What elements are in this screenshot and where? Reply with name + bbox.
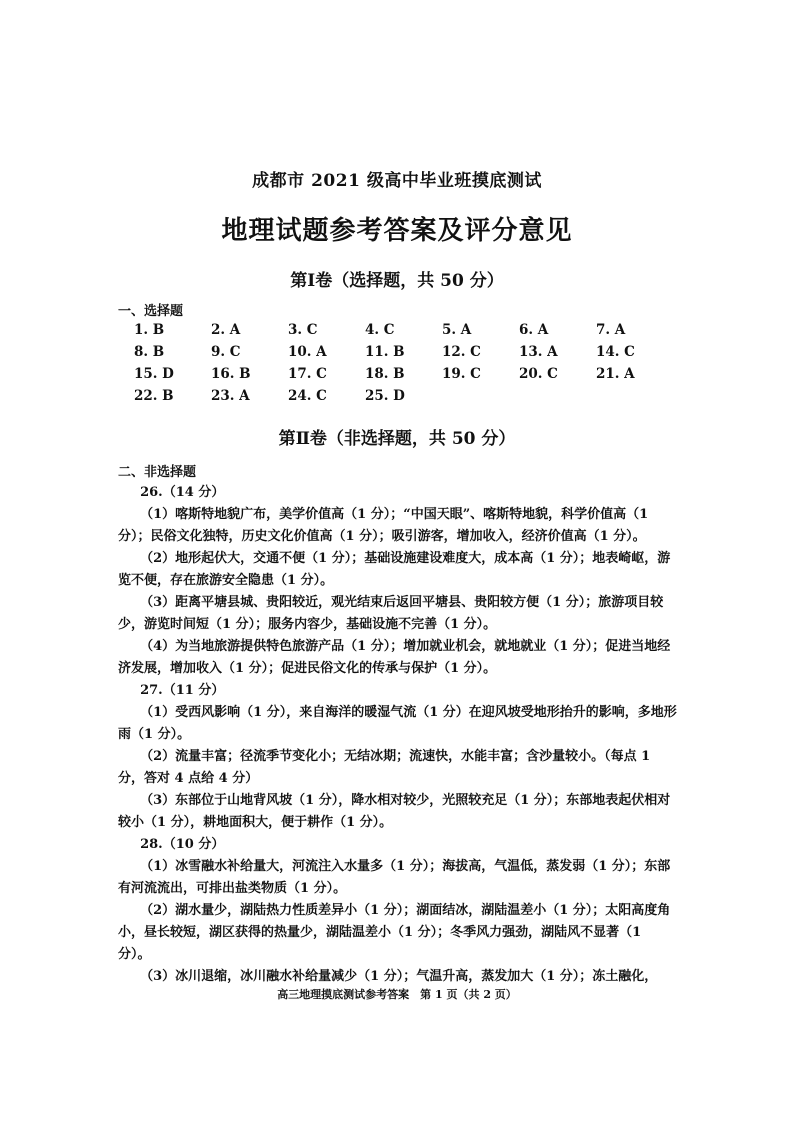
answer-paragraph: （2）地形起伏大，交通不便（1 分）；基础设施建设难度大，成本高（1 分）；地表崎岖，游览不便，存在旅游安全隐患（1 分）。 <box>118 551 671 588</box>
part1-heading: 第Ⅰ卷（选择题，共 50 分） <box>290 271 504 291</box>
answer-item: 18. B <box>365 366 405 382</box>
answer-item: 22. B <box>134 388 174 404</box>
answer-item: 11. B <box>365 344 405 360</box>
answer-item: 5. A <box>442 322 472 338</box>
answer-paragraph: （4）为当地旅游提供特色旅游产品（1 分）；增加就业机会，就地就业（1 分）；促进当地经济发展，增加收入（1 分）；促进民俗文化的传承与保护（1 分）。 <box>118 639 671 676</box>
answer-item: 24. C <box>288 388 327 404</box>
answer-item: 13. A <box>519 344 558 360</box>
question-heading: 26.（14 分） <box>140 485 225 500</box>
answer-row <box>134 388 674 410</box>
answer-item: 4. C <box>365 322 395 338</box>
answer-paragraph: （1）冰雪融水补给量大，河流注入水量多（1 分）；海拔高，气温低，蒸发弱（1 分）；东部有河流流出，可排出盐类物质（1 分）。 <box>118 859 671 896</box>
answer-item: 10. A <box>288 344 327 360</box>
answer-item: 1. B <box>134 322 165 338</box>
answer-item: 7. A <box>596 322 626 338</box>
page-title: 地理试题参考答案及评分意见 <box>221 216 573 246</box>
answer-item: 20. C <box>519 366 558 382</box>
section-label-choice: 一、选择题 <box>118 304 184 319</box>
answer-paragraph: （1）受西风影响（1 分），来自海洋的暖湿气流（1 分）在迎风坡受地形抬升的影响，多地形雨（1 分）。 <box>118 705 677 742</box>
answer-row <box>134 322 674 344</box>
section-label-nonchoice: 二、非选择题 <box>118 465 197 480</box>
answer-row <box>134 344 674 366</box>
page-footer: 高三地理摸底测试参考答案 第 1 页（共 2 页） <box>277 988 517 1001</box>
answer-body <box>118 482 678 988</box>
choice-answer-grid <box>134 322 674 410</box>
answer-item: 21. A <box>596 366 635 382</box>
answer-paragraph: （3）冰川退缩，冰川融水补给量减少（1 分）；气温升高，蒸发加大（1 分）；冻土融化， <box>140 969 658 984</box>
answer-item: 23. A <box>211 388 250 404</box>
question-heading: 27.（11 分） <box>140 683 225 698</box>
part2-heading: 第Ⅱ卷（非选择题，共 50 分） <box>278 429 516 449</box>
answer-item: 25. D <box>365 388 405 404</box>
answer-item: 17. C <box>288 366 327 382</box>
answer-paragraph: （3）东部位于山地背风坡（1 分），降水相对较少，光照较充足（1 分）；东部地表起伏相对较小（1 分），耕地面积大，便于耕作（1 分）。 <box>118 793 671 830</box>
answer-item: 9. C <box>211 344 241 360</box>
answer-item: 15. D <box>134 366 174 382</box>
answer-paragraph: （2）湖水量少，湖陆热力性质差异小（1 分）；湖面结冰，湖陆温差小（1 分）；太阳高度角小，昼长较短，湖区获得的热量少，湖陆温差小（1 分）；冬季风力强劲，湖陆风不显著（1 分）。 <box>118 903 671 962</box>
answer-item: 16. B <box>211 366 251 382</box>
answer-item: 2. A <box>211 322 241 338</box>
exam-subtitle: 成都市 2021 级高中毕业班摸底测试 <box>252 171 542 191</box>
answer-paragraph: （1）喀斯特地貌广布，美学价值高（1 分）；“中国天眼”、喀斯特地貌，科学价值高（1 分）；民俗文化独特，历史文化价值高（1 分）；吸引游客，增加收入，经济价值高（1 分）。 <box>118 507 649 544</box>
answer-item: 12. C <box>442 344 481 360</box>
question-heading: 28.（10 分） <box>140 837 225 852</box>
answer-item: 8. B <box>134 344 165 360</box>
answer-item: 3. C <box>288 322 318 338</box>
answer-paragraph: （2）流量丰富；径流季节变化小；无结冰期；流速快，水能丰富；含沙量较小。（每点 1 分，答对 4 点给 4 分） <box>118 749 651 786</box>
answer-item: 14. C <box>596 344 635 360</box>
answer-row <box>134 366 674 388</box>
answer-paragraph: （3）距离平塘县城、贵阳较近，观光结束后返回平塘县、贵阳较方便（1 分）；旅游项目较少，游览时间短（1 分）；服务内容少，基础设施不完善（1 分）。 <box>118 595 664 632</box>
answer-item: 6. A <box>519 322 549 338</box>
answer-item: 19. C <box>442 366 481 382</box>
